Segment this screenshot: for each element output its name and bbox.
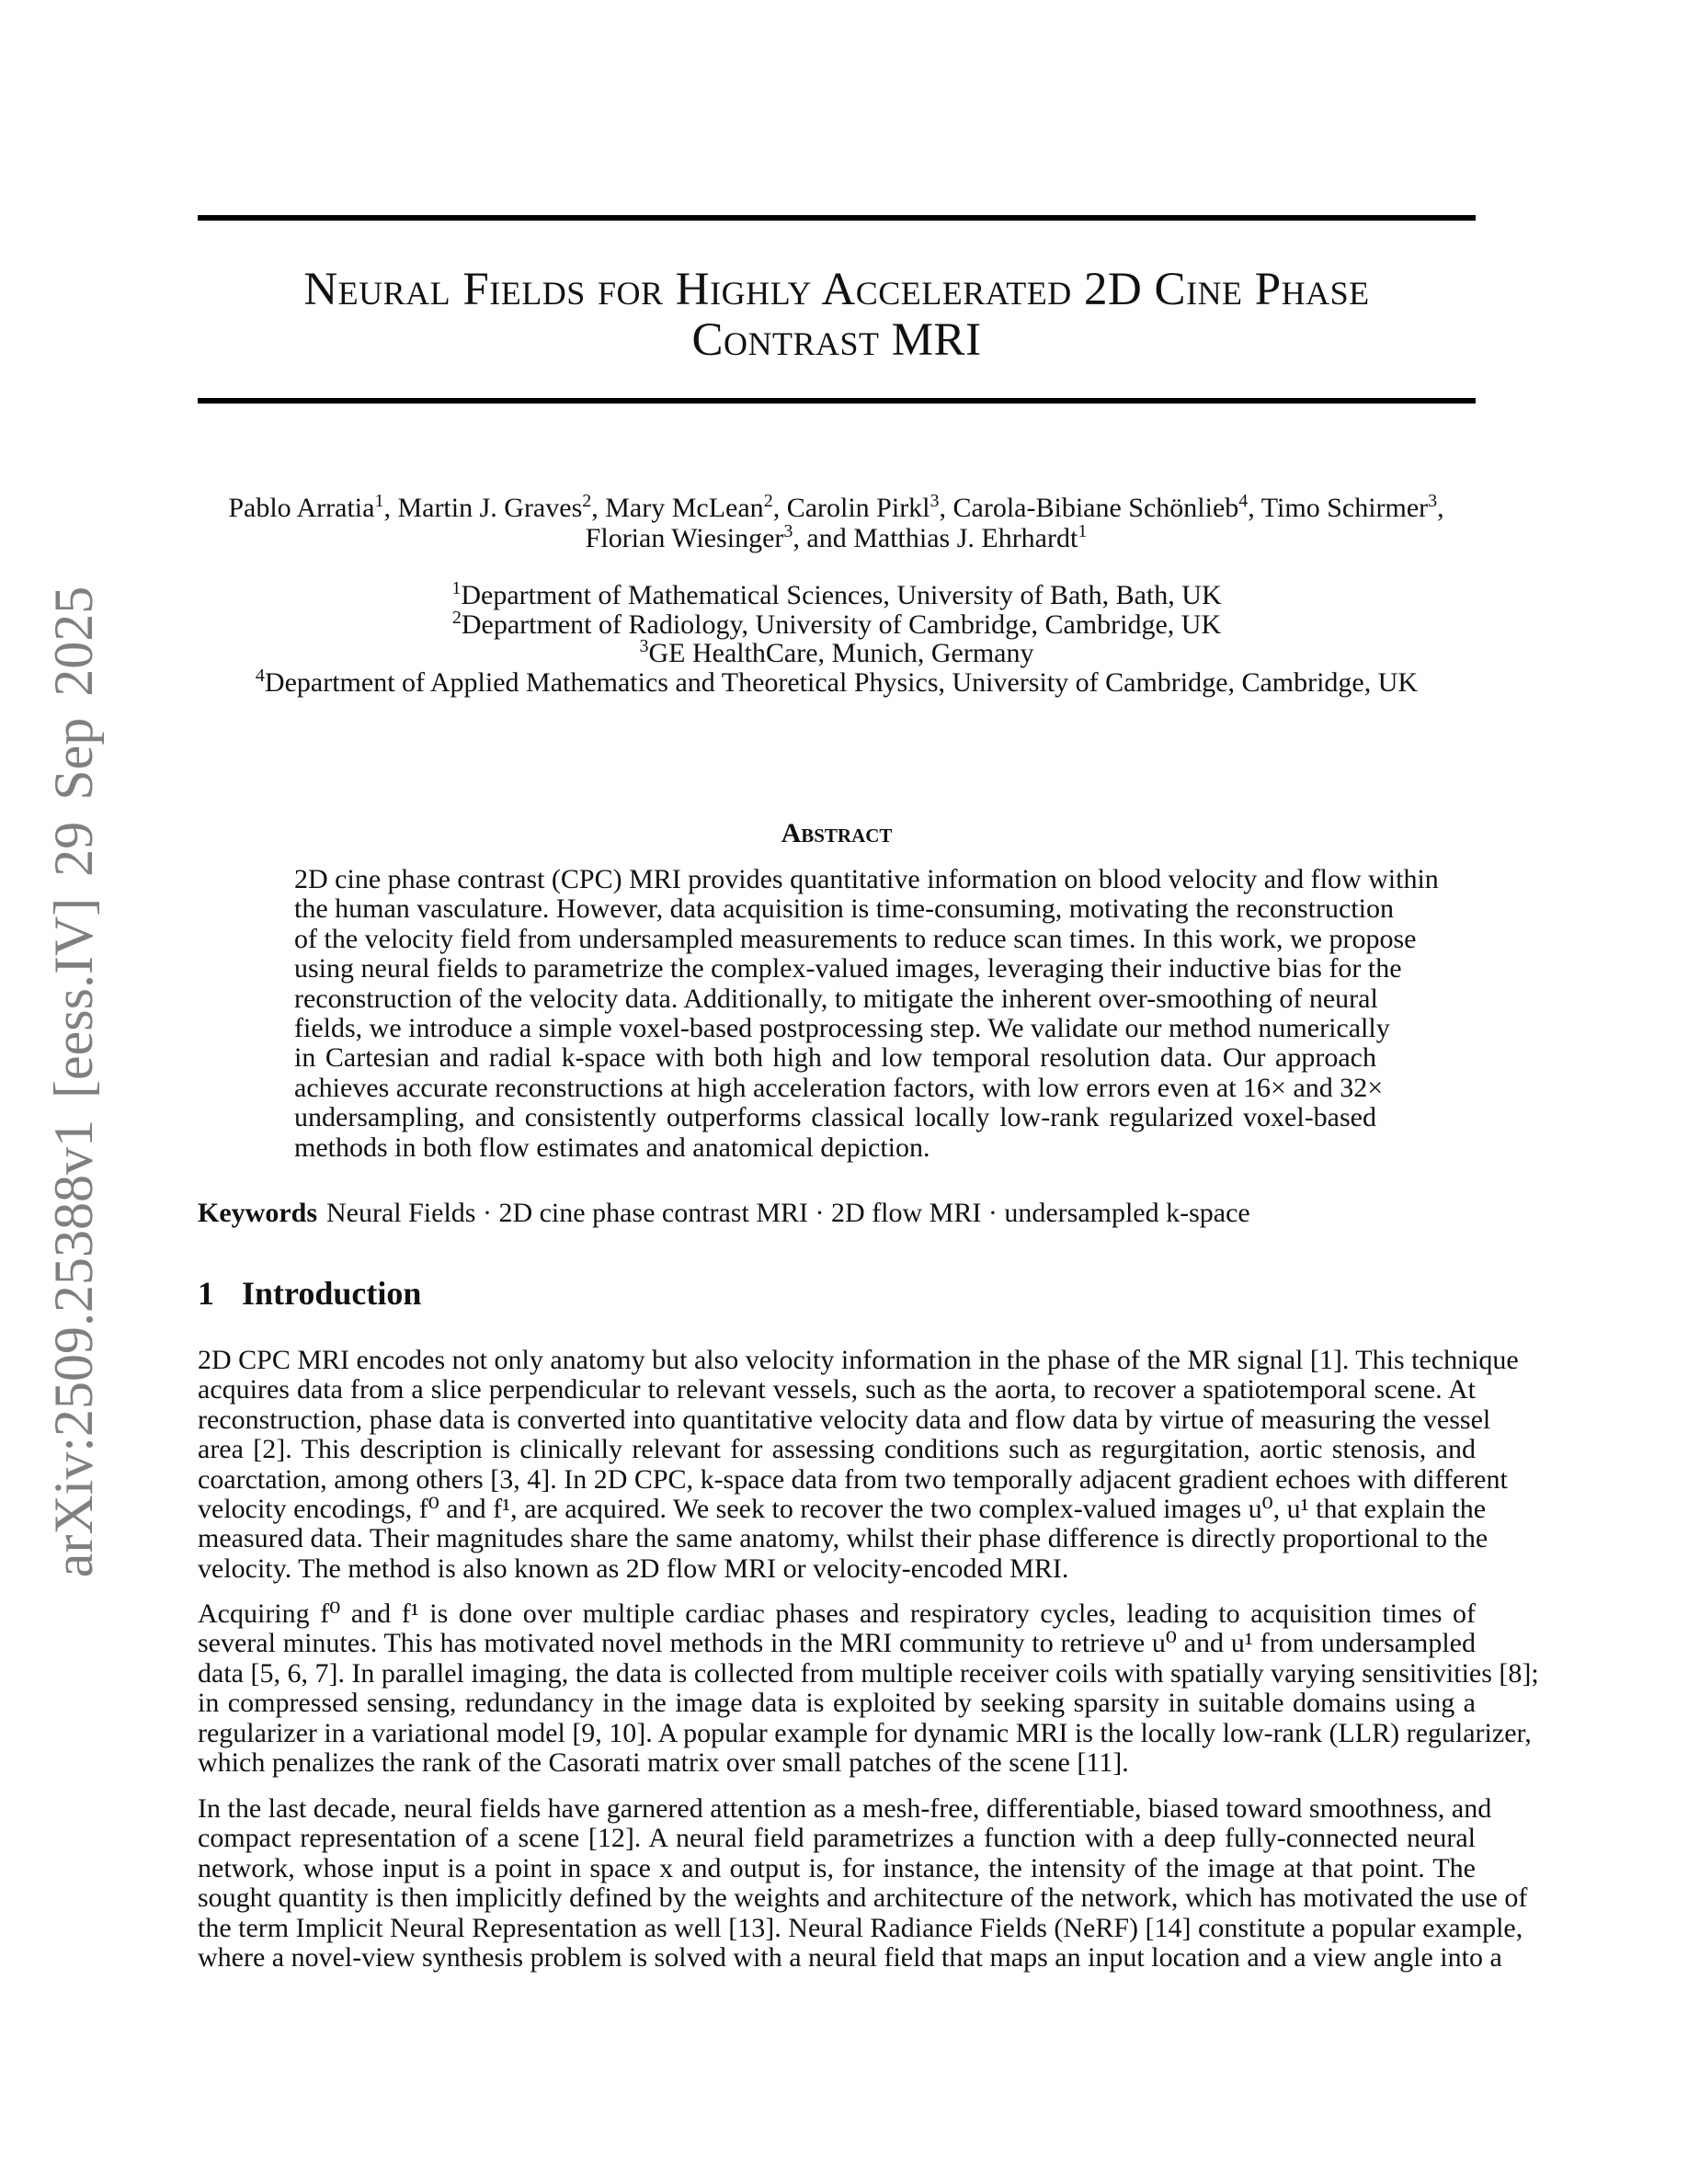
- text-line: of the velocity field from undersampled measurements to reduce scan times. In this work, we propose: [294, 923, 1417, 954]
- text-line: where a novel-view synthesis problem is solved with a neural field that maps an input location and a view angle into a: [198, 1942, 1502, 1974]
- keywords: [198, 1199, 1476, 1228]
- arxiv-identifier-sidebar: arXiv:2509.25388v1 [eess.IV] 29 Sep 2025: [43, 586, 104, 1578]
- affiliation-number: 2: [451, 607, 462, 628]
- text-line: sought quantity is then implicitly defined by the weights and architecture of the network, which has motivated the use of: [198, 1883, 1528, 1914]
- author: [953, 493, 1249, 523]
- author-name: Timo Schirmer: [1260, 493, 1429, 523]
- author: [853, 523, 1087, 553]
- affiliation-number: 1: [451, 578, 462, 598]
- text-line: network, whose input is a point in space x and output is, for instance, the intensity of the image at that point. The: [198, 1852, 1476, 1883]
- author-name: Mary McLean: [605, 493, 764, 523]
- text-line: using neural fields to parametrize the complex-valued images, leveraging their inductive bias for the: [294, 953, 1402, 984]
- author-name: Pablo Arratia: [228, 493, 375, 523]
- affiliation-number: 4: [255, 665, 265, 687]
- author-affiliation-mark: 4: [1238, 491, 1249, 511]
- text-line: coarctation, among others [3, 4]. In 2D CPC, k-space data from two temporally adjacent gradient echoes with different: [198, 1463, 1508, 1495]
- affiliation: [198, 636, 1476, 669]
- author: [586, 523, 793, 553]
- author: [1261, 493, 1437, 523]
- affiliation-number: 3: [639, 636, 649, 657]
- text-line: 2D cine phase contrast (CPC) MRI provides quantitative information on blood velocity and flow within: [294, 864, 1439, 894]
- text-line: several minutes. This has motivated novel methods in the MRI community to retrieve u⁰ and u¹ from undersampled: [198, 1628, 1476, 1659]
- intro-paragraph-3: [198, 1793, 1528, 1974]
- section-number: 1: [198, 1275, 214, 1312]
- section-heading: [198, 1273, 421, 1314]
- abstract-body: [294, 864, 1439, 1163]
- text-line: velocity. The method is also known as 2D flow MRI or velocity-encoded MRI.: [198, 1553, 1069, 1584]
- text-line: in compressed sensing, redundancy in the image data is exploited by seeking sparsity in suitable domains using a: [198, 1688, 1476, 1719]
- keywords-text: Neural Fields · 2D cine phase contrast MRI · 2D flow MRI · undersampled k-space: [326, 1198, 1250, 1228]
- author-affiliation-mark: 2: [763, 491, 773, 511]
- author-affiliation-mark: 3: [783, 521, 793, 541]
- author-name: Florian Wiesinger: [585, 523, 784, 553]
- text-line: data [5, 6, 7]. In parallel imaging, the data is collected from multiple receiver coils with spatially varying sensitivities [8];: [198, 1657, 1539, 1689]
- intro-paragraph-1: [198, 1345, 1519, 1584]
- affiliation-text: Department of Radiology, University of Cambridge, Cambridge, UK: [461, 609, 1222, 640]
- author-name: Carola-Bibiane Schönlieb: [952, 493, 1239, 523]
- title-top-rule: [198, 215, 1476, 221]
- text-line: compact representation of a scene [12]. A neural field parametrizes a function with a deep fully-connected neural: [198, 1823, 1476, 1854]
- text-line: regularizer in a variational model [9, 10]. A popular example for dynamic MRI is the locally low-rank (LLR) regularizer,: [198, 1717, 1532, 1748]
- title-line: Contrast MRI: [691, 314, 982, 366]
- text-line: methods in both flow estimates and anatomical depiction.: [294, 1132, 930, 1163]
- keywords-label: Keywords: [198, 1198, 317, 1228]
- affiliation-list: [198, 578, 1476, 699]
- text-line: area [2]. This description is clinically relevant for assessing conditions such as regurgitation, aortic stenosis, and: [198, 1434, 1476, 1465]
- text-line: velocity encodings, f⁰ and f¹, are acquired. We seek to recover the two complex-valued images u⁰, u¹ that explain the: [198, 1494, 1487, 1525]
- title-bottom-rule: [198, 398, 1476, 404]
- author-affiliation-mark: 3: [1428, 491, 1438, 511]
- author: [397, 493, 591, 523]
- text-line: In the last decade, neural fields have garnered attention as a mesh-free, differentiable, biased toward smoothness, and: [198, 1793, 1492, 1824]
- title-line: Neural Fields for Highly Accelerated 2D Cine Phase: [303, 264, 1370, 315]
- affiliation-text: Department of Mathematical Sciences, University of Bath, Bath, UK: [461, 580, 1222, 610]
- text-line: in Cartesian and radial k-space with both high and low temporal resolution data. Our approach: [294, 1042, 1376, 1074]
- author-name: Carolin Pirkl: [786, 493, 930, 523]
- intro-paragraph-2: [198, 1598, 1539, 1779]
- affiliation-text: GE HealthCare, Munich, Germany: [648, 638, 1034, 669]
- text-line: reconstruction, phase data is converted into quantitative velocity data and flow data by virtue of measuring the vessel: [198, 1404, 1491, 1435]
- author: [605, 493, 772, 523]
- text-line: fields, we introduce a simple voxel-based postprocessing step. We validate our method numerically: [294, 1013, 1390, 1044]
- author-affiliation-mark: 2: [582, 491, 592, 511]
- abstract-heading: Abstract: [781, 818, 893, 848]
- affiliation-text: Department of Applied Mathematics and Theoretical Physics, University of Cambridge, Cambridge, UK: [264, 667, 1419, 699]
- text-line: 2D CPC MRI encodes not only anatomy but also velocity information in the phase of the MR signal [1]. This technique: [198, 1345, 1519, 1375]
- author-name: Martin J. Graves: [397, 493, 583, 523]
- section-title: Introduction: [242, 1275, 422, 1312]
- text-line: acquires data from a slice perpendicular to relevant vessels, such as the aorta, to recover a spatiotemporal scene. At: [198, 1374, 1476, 1405]
- author: [787, 493, 940, 523]
- author-affiliation-mark: 1: [1078, 521, 1088, 541]
- text-line: reconstruction of the velocity data. Additionally, to mitigate the inherent over-smoothing of neural: [294, 983, 1378, 1014]
- author-affiliation-mark: 3: [930, 491, 940, 511]
- author-affiliation-mark: 1: [374, 491, 384, 511]
- text-line: measured data. Their magnitudes share the same anatomy, whilst their phase difference is directly proportional to the: [198, 1523, 1488, 1554]
- text-line: achieves accurate reconstructions at high acceleration factors, with low errors even at 16× and 32×: [294, 1072, 1384, 1103]
- affiliation: [198, 607, 1476, 640]
- affiliation: [198, 665, 1476, 699]
- text-line: undersampling, and consistently outperforms classical locally low-rank regularized voxel-based: [294, 1102, 1376, 1133]
- text-line: which penalizes the rank of the Casorati matrix over small patches of the scene [11].: [198, 1747, 1129, 1779]
- author-list: Pablo Arratia$^1$, Martin J. Graves$^2$, Mary McLean$^2$, Carolin Pirkl$^3$, Carola-Bibiane Schönlieb$^4$, Timo Schirmer$^3$, Florian Wiesinger$^3$, and Matthias J. Ehrhardt$^1$: [228, 491, 1444, 553]
- text-line: Acquiring f⁰ and f¹ is done over multiple cardiac phases and respiratory cycles, leading to acquisition times of: [198, 1598, 1476, 1629]
- author-name: Matthias J. Ehrhardt: [853, 523, 1078, 553]
- text-line: the human vasculature. However, data acquisition is time-consuming, motivating the reconstruction: [294, 893, 1394, 925]
- paper-title: [198, 265, 1476, 366]
- author: [228, 493, 383, 523]
- affiliation: [198, 578, 1476, 610]
- text-line: the term Implicit Neural Representation as well [13]. Neural Radiance Fields (NeRF) [14] constitute a popular example,: [198, 1912, 1523, 1943]
